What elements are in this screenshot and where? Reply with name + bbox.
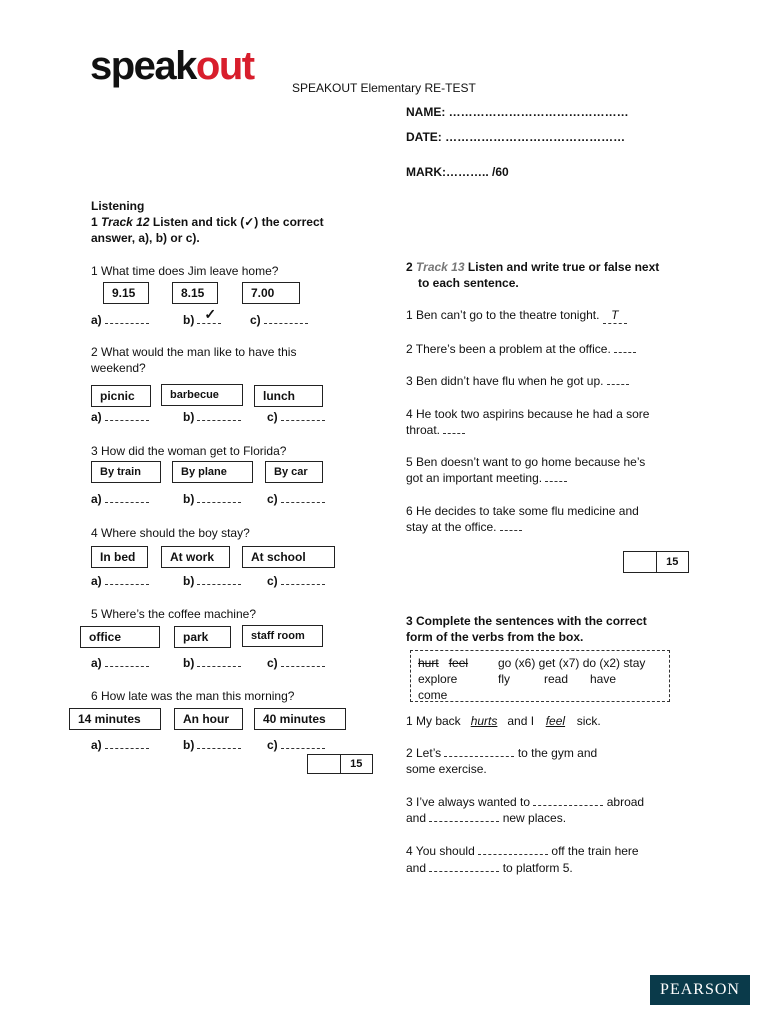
option-q5-a[interactable]: office bbox=[80, 626, 160, 648]
s1-text-b: and I bbox=[504, 714, 538, 728]
tf-item-4: 4 He took two aspirins because he had a sore bbox=[406, 407, 650, 421]
option-q5-b[interactable]: park bbox=[174, 626, 231, 648]
label-c: c) bbox=[267, 738, 278, 752]
section2-score-max: 15 bbox=[666, 556, 679, 568]
option-q6-c[interactable]: 40 minutes bbox=[254, 708, 346, 730]
sentence-4 bbox=[406, 843, 639, 859]
question-2-line2: weekend? bbox=[91, 361, 146, 375]
date-field[interactable]: DATE: ……………………………………… bbox=[406, 130, 626, 144]
label-b: b) bbox=[183, 410, 195, 424]
s3-text-d: new places. bbox=[499, 811, 567, 825]
section1-instruction-line2: answer, a), b) or c). bbox=[91, 231, 200, 245]
question-2: 2 What would the man like to have this bbox=[91, 345, 297, 359]
label-a: a) bbox=[91, 492, 102, 506]
answer-q4-b[interactable] bbox=[183, 574, 241, 588]
answer-q1-a[interactable] bbox=[91, 313, 149, 327]
label-c: c) bbox=[267, 410, 278, 424]
option-q1-a[interactable]: 9.15 bbox=[103, 282, 149, 304]
section-listening-heading: Listening bbox=[91, 199, 145, 213]
tf-item-5-text2: got an important meeting. bbox=[406, 471, 546, 485]
option-q2-c[interactable]: lunch bbox=[254, 385, 323, 407]
label-a: a) bbox=[91, 574, 102, 588]
option-q4-c[interactable]: At school bbox=[242, 546, 335, 568]
answer-q4-a[interactable] bbox=[91, 574, 149, 588]
label-a: a) bbox=[91, 410, 102, 424]
option-q3-a[interactable]: By train bbox=[91, 461, 161, 483]
word-box-row1 bbox=[418, 655, 468, 671]
answer-q6-c[interactable] bbox=[267, 738, 325, 752]
option-q5-c[interactable]: staff room bbox=[242, 625, 323, 647]
answer-q5-c[interactable] bbox=[267, 656, 325, 670]
answer-q2-a[interactable] bbox=[91, 410, 149, 424]
instr-rest: Listen and tick (✓) the correct bbox=[149, 215, 324, 229]
label-c: c) bbox=[267, 656, 278, 670]
s4-blank-2[interactable] bbox=[429, 861, 499, 872]
mark-field: MARK:……….. /60 bbox=[406, 165, 509, 179]
answer-q5-a[interactable] bbox=[91, 656, 149, 670]
question-1: 1 What time does Jim leave home? bbox=[91, 264, 279, 278]
section1-instruction bbox=[91, 214, 324, 230]
label-b: b) bbox=[183, 492, 195, 506]
pearson-logo: PEARSON bbox=[650, 975, 750, 1005]
word-feel: feel bbox=[448, 656, 469, 670]
logo-part-speak: speak bbox=[90, 44, 196, 88]
label-b: b) bbox=[183, 738, 195, 752]
word-come: come bbox=[418, 688, 448, 702]
question-6: 6 How late was the man this morning? bbox=[91, 689, 295, 703]
answer-q1-b[interactable] bbox=[183, 306, 221, 327]
s4-text-d: to platform 5. bbox=[499, 861, 573, 875]
label-c: c) bbox=[250, 313, 261, 327]
tf-item-6: 6 He decides to take some flu medicine and bbox=[406, 504, 639, 518]
name-field[interactable]: NAME: ……………………………………… bbox=[406, 105, 629, 119]
s4-blank-1[interactable] bbox=[478, 844, 548, 855]
tf-item-2-text: 2 There’s been a problem at the office. bbox=[406, 342, 615, 356]
tf-item-5-line2 bbox=[406, 470, 567, 486]
answer-q3-c[interactable] bbox=[267, 492, 325, 506]
tf-item-1-answer[interactable]: T bbox=[603, 307, 627, 324]
tf-item-4-line2 bbox=[406, 422, 465, 438]
s1-text-a: 1 My back bbox=[406, 714, 465, 728]
answer-q3-a[interactable] bbox=[91, 492, 149, 506]
section2-instruction-line2: to each sentence. bbox=[418, 276, 519, 290]
s1-text-c: sick. bbox=[573, 714, 601, 728]
option-q4-b[interactable]: At work bbox=[161, 546, 230, 568]
section3-instruction-line2: form of the verbs from the box. bbox=[406, 630, 584, 644]
sentence-2 bbox=[406, 745, 597, 761]
section1-score-box bbox=[307, 754, 373, 774]
tick-mark: ✓ bbox=[204, 306, 217, 322]
score-entry-cell[interactable] bbox=[308, 755, 341, 773]
word-have: have bbox=[590, 672, 617, 686]
tf-item-6-answer[interactable] bbox=[500, 520, 522, 531]
s2-text-a: 2 Let’s bbox=[406, 746, 445, 760]
option-q3-b[interactable]: By plane bbox=[172, 461, 253, 483]
option-q2-a[interactable]: picnic bbox=[91, 385, 151, 407]
option-q4-a[interactable]: In bed bbox=[91, 546, 148, 568]
s3-blank-2[interactable] bbox=[429, 811, 499, 822]
tf-item-6-text2: stay at the office. bbox=[406, 520, 500, 534]
answer-q6-a[interactable] bbox=[91, 738, 149, 752]
s4-text-c: and bbox=[406, 861, 430, 875]
tf-item-3-text: 3 Ben didn’t have flu when he got up. bbox=[406, 374, 607, 388]
answer-q2-c[interactable] bbox=[267, 410, 325, 424]
instr-track: Track 12 bbox=[101, 215, 150, 229]
test-title: SPEAKOUT Elementary RE-TEST bbox=[292, 81, 476, 95]
tf-item-2-answer[interactable] bbox=[614, 342, 636, 353]
label-b: b) bbox=[183, 574, 195, 588]
s3-text-b: abroad bbox=[603, 795, 645, 809]
label-c: c) bbox=[267, 574, 278, 588]
word-fly: fly bbox=[498, 672, 510, 686]
s3-text-c: and bbox=[406, 811, 430, 825]
sentence-3 bbox=[406, 794, 644, 810]
label-a: a) bbox=[91, 313, 102, 327]
option-q2-b[interactable]: barbecue bbox=[161, 384, 243, 406]
question-3: 3 How did the woman get to Florida? bbox=[91, 444, 287, 458]
tf-item-5: 5 Ben doesn’t want to go home because he’s bbox=[406, 455, 646, 469]
answer-q5-b[interactable] bbox=[183, 656, 241, 670]
label-b: b) bbox=[183, 313, 195, 327]
answer-q6-b[interactable] bbox=[183, 738, 241, 752]
label-c: c) bbox=[267, 492, 278, 506]
s1-answer-1[interactable]: hurts bbox=[470, 714, 498, 728]
tf-item-1 bbox=[406, 307, 627, 324]
option-q6-a[interactable]: 14 minutes bbox=[69, 708, 161, 730]
section2-score-box bbox=[623, 551, 689, 573]
label-a: a) bbox=[91, 656, 102, 670]
s3-text-a: 3 I’ve always wanted to bbox=[406, 795, 534, 809]
tf-item-2 bbox=[406, 341, 636, 357]
tf-item-3 bbox=[406, 373, 629, 389]
word-explore: explore bbox=[418, 672, 458, 686]
answer-q4-c[interactable] bbox=[267, 574, 325, 588]
option-q1-c[interactable]: 7.00 bbox=[242, 282, 300, 304]
speakout-logo bbox=[90, 44, 254, 88]
answer-q1-c[interactable] bbox=[250, 313, 308, 327]
label-a: a) bbox=[91, 738, 102, 752]
label-b: b) bbox=[183, 656, 195, 670]
answer-q3-b[interactable] bbox=[183, 492, 241, 506]
word-hurt: hurt bbox=[418, 656, 439, 670]
tf-item-3-answer[interactable] bbox=[607, 374, 629, 385]
option-q3-c[interactable]: By car bbox=[265, 461, 323, 483]
section3-instruction: 3 Complete the sentences with the correct bbox=[406, 614, 647, 628]
score-entry-cell[interactable] bbox=[624, 552, 657, 572]
logo-part-out: out bbox=[195, 44, 254, 88]
section1-score-max: 15 bbox=[350, 758, 363, 770]
word-read: read bbox=[544, 672, 569, 686]
tf-item-4-text2: throat. bbox=[406, 423, 444, 437]
s4-text-b: off the train here bbox=[548, 844, 639, 858]
tf-item-5-answer[interactable] bbox=[545, 471, 567, 482]
instr-num: 2 bbox=[406, 260, 413, 274]
sentence-1 bbox=[406, 713, 601, 729]
tf-item-4-answer[interactable] bbox=[443, 423, 465, 434]
instr-num: 1 bbox=[91, 215, 98, 229]
sentence-3-line2 bbox=[406, 810, 566, 826]
option-q6-b[interactable]: An hour bbox=[174, 708, 243, 730]
s2-text-b: to the gym and bbox=[514, 746, 598, 760]
s2-blank[interactable] bbox=[444, 746, 514, 757]
section2-instruction bbox=[406, 259, 659, 275]
tf-item-6-line2 bbox=[406, 519, 522, 535]
s4-text-a: 4 You should bbox=[406, 844, 479, 858]
s3-blank-1[interactable] bbox=[533, 795, 603, 806]
word-box-row1-rest: go (x6) get (x7) do (x2) stay bbox=[498, 656, 646, 670]
instr-track: Track 13 bbox=[416, 260, 465, 274]
answer-q2-b[interactable] bbox=[183, 410, 241, 424]
sentence-2-line2: some exercise. bbox=[406, 762, 487, 776]
instr-rest: Listen and write true or false next bbox=[464, 260, 660, 274]
question-5: 5 Where’s the coffee machine? bbox=[91, 607, 256, 621]
option-q1-b[interactable]: 8.15 bbox=[172, 282, 218, 304]
s1-answer-2[interactable]: feel bbox=[545, 714, 566, 728]
question-4: 4 Where should the boy stay? bbox=[91, 526, 250, 540]
sentence-4-line2 bbox=[406, 860, 573, 876]
tf-item-1-text: 1 Ben can’t go to the theatre tonight. bbox=[406, 308, 603, 322]
